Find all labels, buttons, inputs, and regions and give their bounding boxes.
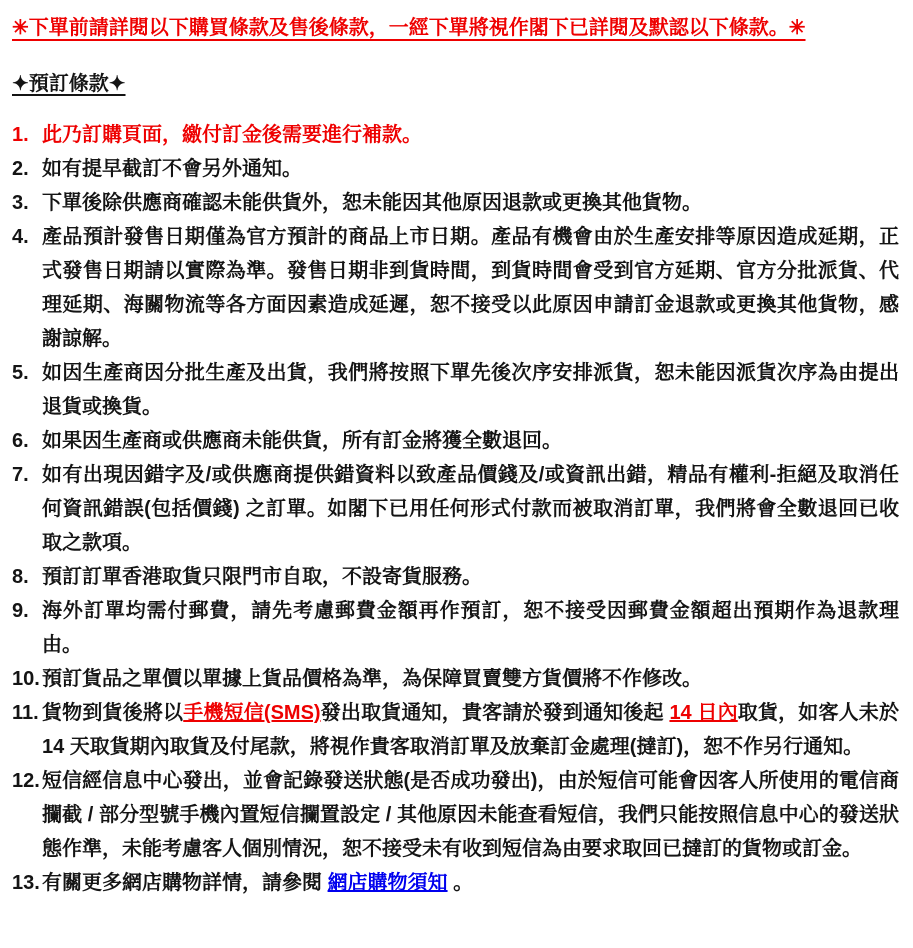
term-text-segment: 發出取貨通知，貴客請於發到通知後起 [320,702,670,724]
terms-list [12,118,899,900]
term-text: 如有提早截訂不會另外通知。 [42,158,302,180]
term-text: 下單後除供應商確認未能供貨外，恕未能因其他原因退款或更換其他貨物。 [42,192,702,214]
term-item [12,662,899,696]
term-number: 8. [12,566,29,588]
term-text: 海外訂單均需付郵費，請先考慮郵費金額再作預訂，恕不接受因郵費金額超出預期作為退款理由。 [42,600,899,656]
pickup-deadline-highlight: 14 日內 [669,702,738,724]
term-item [12,560,899,594]
term-text-segment: 。 [447,872,474,894]
term-item [12,220,899,356]
term-text: 如因生產商因分批生產及出貨，我們將按照下單先後次序安排派貨，恕未能因派貨次序為由提出退貨或換貨。 [42,362,899,418]
term-text [42,696,899,764]
term-number: 6. [12,430,29,452]
term-text: 短信經信息中心發出，並會記錄發送狀態(是否成功發出)，由於短信可能會因客人所使用的電信商攔截 / 部分型號手機內置短信攔置設定 / 其他原因未能查看短信，我們只能按照信息中心的發送狀態作準，未能考慮客人個別情況，恕不接受未有收到短信為由要求取回已撻訂的貨物或訂金。 [42,770,899,860]
term-text [42,866,899,900]
term-item [12,152,899,186]
term-number: 9. [12,600,29,622]
term-number: 12. [12,770,40,792]
term-text-segment: 貨物到貨後將以 [42,702,184,724]
term-number: 7. [12,464,29,486]
term-number: 2. [12,158,29,180]
term-number: 13. [12,872,40,894]
term-number: 10. [12,668,40,690]
term-text-segment: 有關更多網店購物詳情，請參閱 [42,872,328,894]
section-title-preorder-terms: ✦預訂條款✦ [12,73,126,95]
pre-order-warning-banner: ✳下單前請詳閱以下購買條款及售後條款，一經下單將視作閣下已詳閱及默認以下條款。✳ [12,17,806,39]
term-text-segment: 取貨，如客人未於 14 天取貨期內取貨及付尾款，將視作貴客取消訂單及放棄訂金處理(撻訂)，恕不作另行通知。 [42,702,899,758]
term-item [12,866,899,900]
term-text: 預訂訂單香港取貨只限門市自取，不設寄貨服務。 [42,566,482,588]
term-number: 5. [12,362,29,384]
term-item [12,186,899,220]
term-number: 11. [12,702,39,724]
term-number: 3. [12,192,29,214]
term-item [12,356,899,424]
term-number: 1. [12,124,29,146]
store-shopping-guide-link[interactable]: 網店購物須知 [327,872,448,894]
term-text: 預訂貨品之單價以單據上貨品價格為準，為保障買賣雙方貨價將不作修改。 [42,668,702,690]
term-number: 4. [12,226,29,248]
term-text: 此乃訂購頁面，繳付訂金後需要進行補款。 [42,124,422,146]
term-item [12,594,899,662]
term-item [12,696,899,764]
term-text: 產品預計發售日期僅為官方預計的商品上市日期。產品有機會由於生產安排等原因造成延期，正式發售日期請以實際為準。發售日期非到貨時間，到貨時間會受到官方延期、官方分批派貨、代理延期、海關物流等各方面因素造成延遲，恕不接受以此原因申請訂金退款或更換其他貨物，感謝諒解。 [42,226,899,350]
term-item [12,424,899,458]
term-item [12,458,899,560]
term-text: 如有出現因錯字及/或供應商提供錯資料以致產品價錢及/或資訊出錯，精品有權利-拒絕及取消任何資訊錯誤(包括價錢) 之訂單。如閣下已用任何形式付款而被取消訂單，我們將會全數退回已收取之款項。 [42,464,899,554]
term-item [12,118,899,152]
term-text: 如果因生產商或供應商未能供貨，所有訂金將獲全數退回。 [42,430,562,452]
sms-notification-highlight: 手機短信(SMS) [183,702,321,724]
term-item [12,764,899,866]
